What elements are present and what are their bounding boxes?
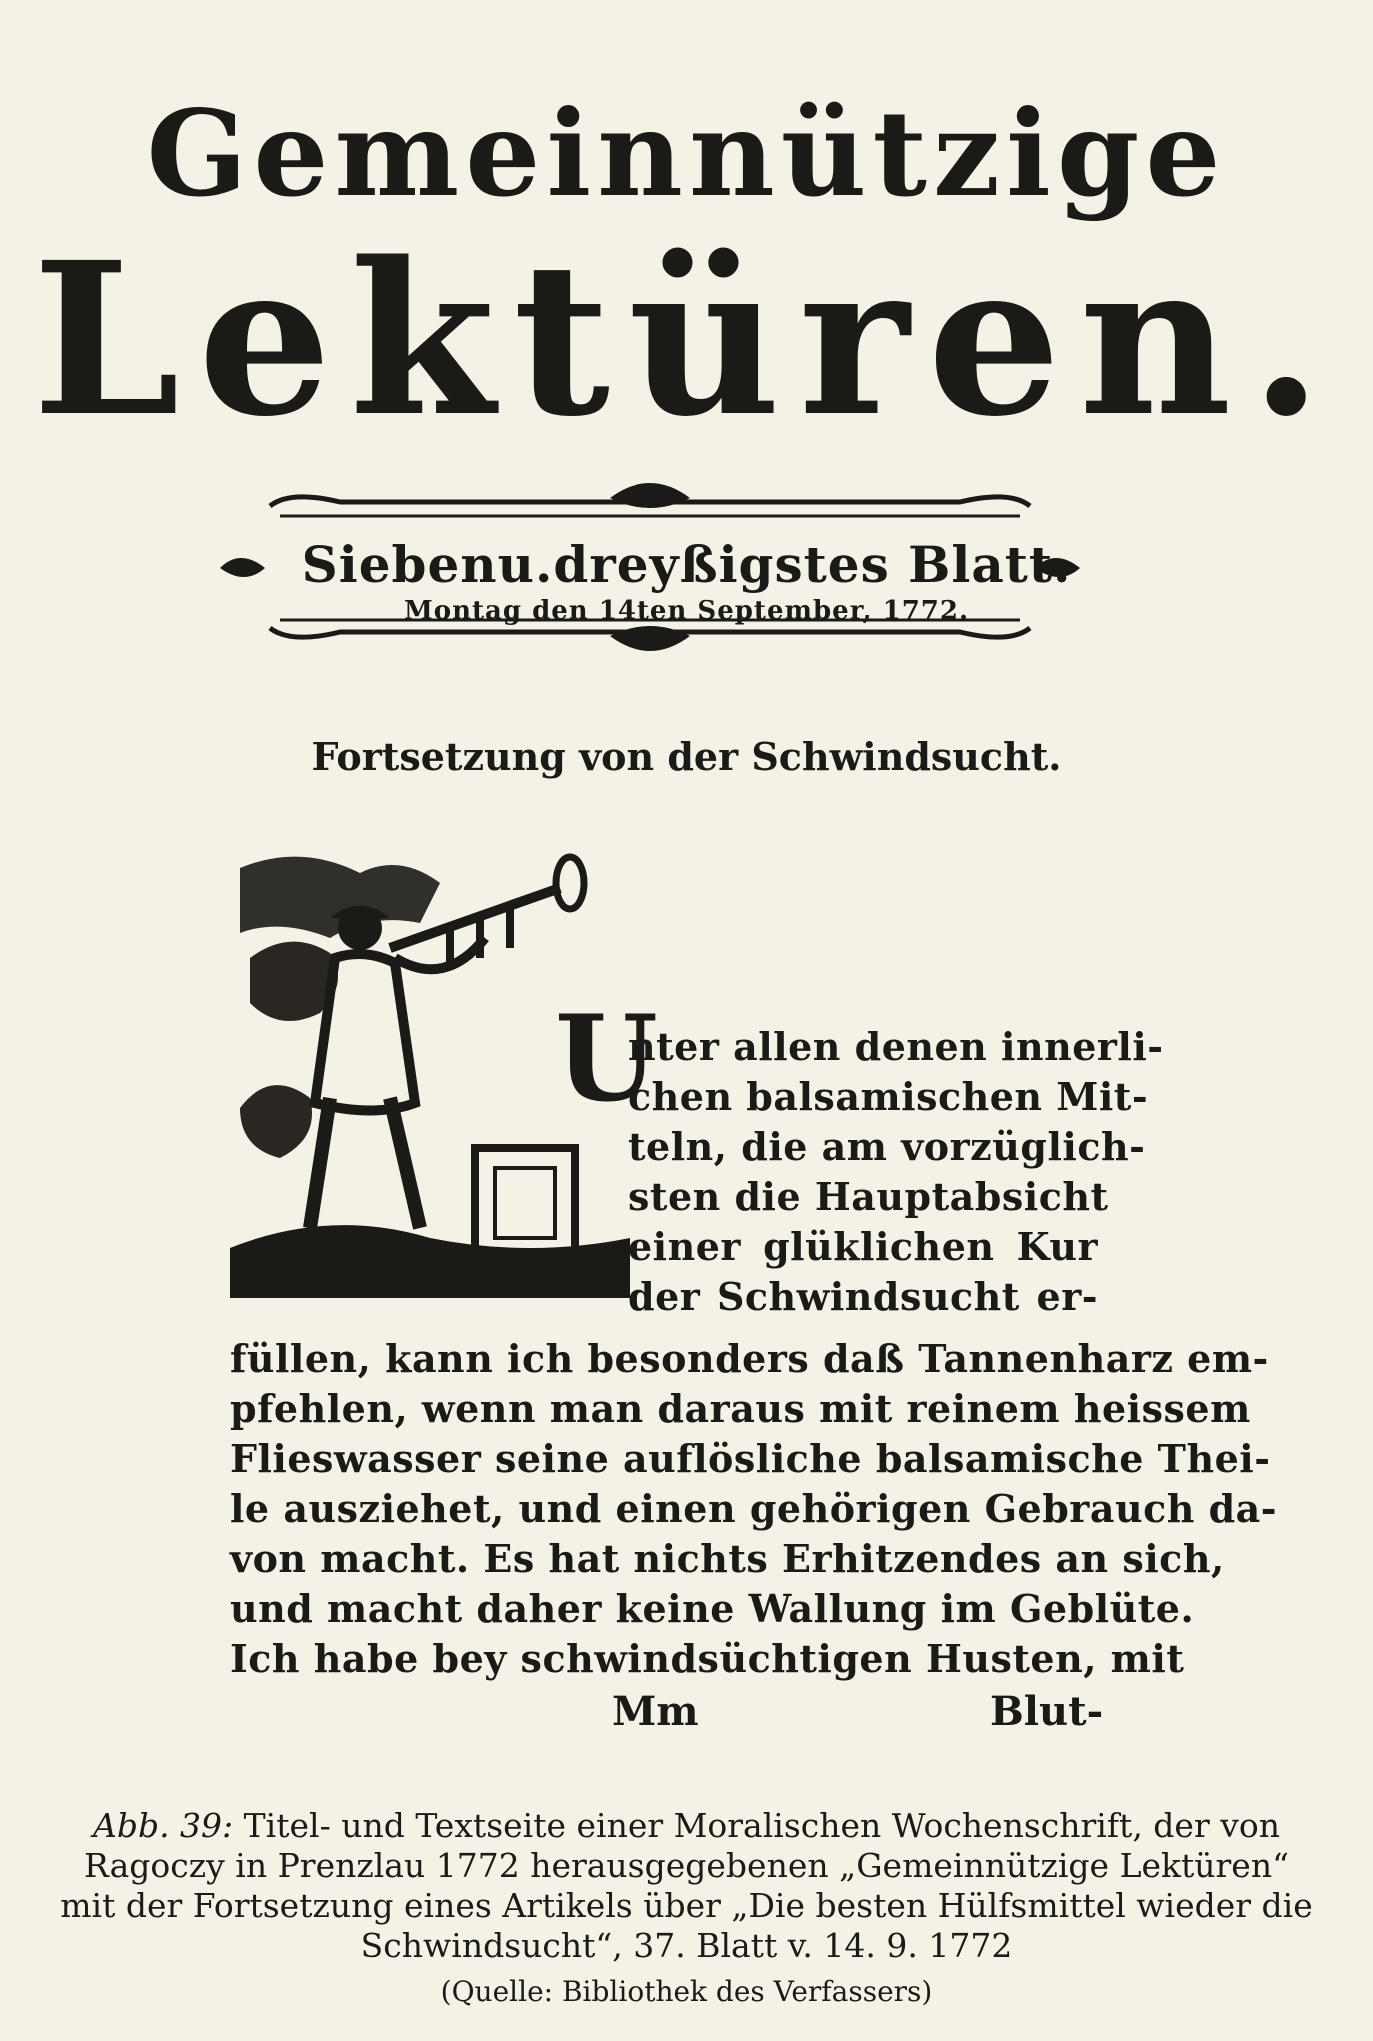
article-line: und macht daher keine Wallung im Geblüte. — [230, 1586, 1195, 1631]
figure-caption — [55, 1806, 1318, 1966]
masthead-title-line1: Gemeinnützige — [146, 84, 1227, 223]
article-line: pfehlen, wenn man daraus mit reinem heissem — [230, 1386, 1251, 1431]
article-line: le ausziehet, und einen gehörigen Gebrauch da- — [230, 1486, 1278, 1531]
issue-number: Siebenu.dreyßigstes Blatt. — [301, 535, 1072, 594]
article-line: teln, die am vorzüglich- — [628, 1124, 1146, 1169]
article-line: der Schwindsucht er- — [628, 1274, 1098, 1319]
caption-text: Titel- und Textseite einer Moralischen Wochenschrift, der von Ragoczy in Prenzlau 1772 herausgegebenen „Gemeinnützige Lektüren“ mit der Fortsetzung eines Artikels über „Die besten Hülfsmittel wieder die Schwindsucht“, 37. Blatt v. 14. 9. 1772 — [60, 1806, 1313, 1965]
article-line: von macht. Es hat nichts Erhitzendes an sich, — [230, 1536, 1225, 1581]
article-line: Ich habe bey schwindsüchtigen Husten, mit — [230, 1636, 1185, 1681]
article-line: nter allen denen innerli- — [628, 1024, 1164, 1069]
article-title: Fortsetzung von der Schwindsucht. — [311, 734, 1062, 779]
caption-source: (Quelle: Bibliothek des Verfassers) — [440, 1975, 933, 2008]
caption-label: Abb. 39: — [93, 1806, 234, 1845]
article-line: füllen, kann ich besonders daß Tannenharz em- — [230, 1336, 1269, 1381]
article-line: sten die Hauptabsicht — [628, 1174, 1109, 1219]
catchword: Blut- — [990, 1688, 1104, 1735]
article-line: Flieswasser seine auflösliche balsamische Thei- — [230, 1436, 1271, 1481]
drop-cap: U — [555, 989, 658, 1128]
article-line: einer glüklichen Kur — [628, 1224, 1098, 1269]
masthead-title-line2: Lektüren. — [32, 216, 1341, 463]
issue-date: Montag den 14ten September, 1772. — [403, 596, 970, 626]
article-line: chen balsamischen Mit- — [628, 1074, 1149, 1119]
signature-mark: Mm — [612, 1688, 699, 1735]
